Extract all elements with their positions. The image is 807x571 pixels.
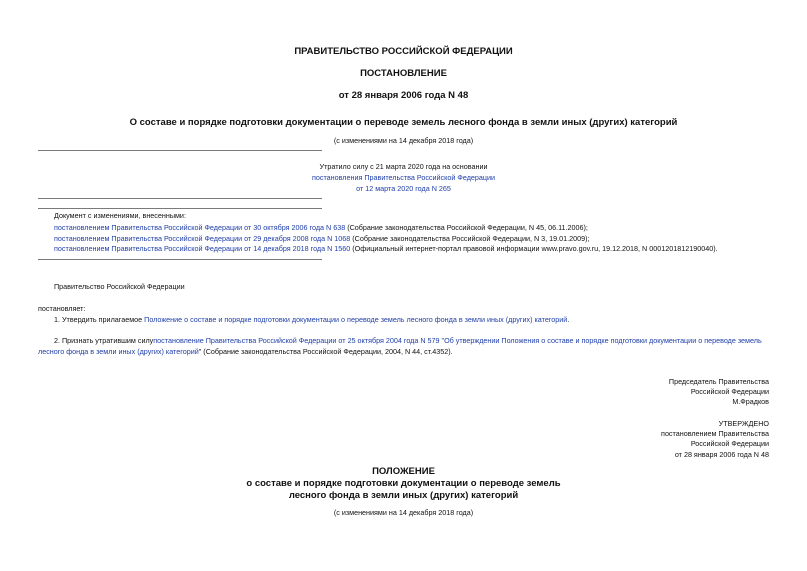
divider [38, 259, 322, 260]
regulation-changes-note: (с изменениями на 14 декабря 2018 года) [333, 508, 474, 517]
paragraph-2-end: " (Собрание законодательства Российской Федерации, 2004, N 44, ст.4352). [198, 347, 453, 356]
divider [38, 150, 322, 151]
amendment-source: (Официальный интернет-портал правовой информации www.pravo.gov.ru, 19.12.2018, N 0001201812190040). [350, 244, 718, 253]
regulation-link[interactable]: Положение о составе и порядке подготовки документации о переводе земель лесного фонда в земли иных (других) категорий [144, 315, 568, 324]
paragraph-1-text: 1. Утвердить прилагаемое [54, 315, 145, 324]
amendment-link[interactable]: постановлением Правительства Российской Федерации от 29 декабря 2008 года N 1068 [54, 234, 351, 243]
approved-label: УТВЕРЖДЕНО [718, 419, 769, 428]
approved-date: от 28 января 2006 года N 48 [674, 450, 769, 459]
approved-by-2: Российской Федерации [690, 439, 769, 448]
signature-position-2: Российской Федерации [690, 387, 769, 396]
document-title: О составе и порядке подготовки документации о переводе земель лесного фонда в земли иных (других) категорий [129, 117, 678, 128]
signature-name: М.Фрадков [732, 397, 769, 406]
government-name: ПРАВИТЕЛЬСТВО РОССИЙСКОЙ ФЕДЕРАЦИИ [294, 46, 513, 57]
paragraph-2-text: 2. Признать утратившим силу [54, 336, 154, 345]
regulation-title: ПОЛОЖЕНИЕ [372, 466, 435, 477]
amendment-item [54, 222, 588, 234]
regulation-subtitle: о составе и порядке подготовки документации о переводе земель [246, 478, 561, 489]
amendment-link[interactable]: постановлением Правительства Российской Федерации от 14 декабря 2018 года N 1560 [54, 244, 351, 253]
signature-position: Председатель Правительства [668, 377, 769, 386]
approved-by: постановлением Правительства [661, 429, 769, 438]
document-type: ПОСТАНОВЛЕНИЕ [360, 68, 447, 79]
amendment-link[interactable]: постановлением Правительства Российской Федерации от 30 октября 2006 года N 638 [54, 223, 346, 232]
amendment-source: (Собрание законодательства Российской Федерации, N 3, 19.01.2009); [350, 234, 590, 243]
decrees-word: постановляет: [38, 304, 86, 313]
paragraph-2-cont [38, 346, 453, 358]
lost-force-link-date[interactable]: от 12 марта 2020 года N 265 [356, 184, 451, 193]
government-subject: Правительство Российской Федерации [54, 282, 185, 291]
regulation-subtitle-2: лесного фонда в земли иных (других) категорий [288, 490, 519, 501]
changes-note: (с изменениями на 14 декабря 2018 года) [333, 136, 474, 145]
divider [38, 208, 322, 209]
repealed-decree-link-cont[interactable]: лесного фонда в земли иных (других) категорий [38, 347, 199, 356]
document-date: от 28 января 2006 года N 48 [338, 90, 469, 101]
paragraph-1-end: . [567, 315, 570, 324]
amendment-source: (Собрание законодательства Российской Федерации, N 45, 06.11.2006); [345, 223, 588, 232]
repealed-decree-link[interactable]: постановление Правительства Российской Федерации от 25 октября 2004 года N 579 "Об утверждении Положения о составе и порядке подготовки документации о переводе земель [153, 336, 762, 345]
amendment-item [54, 243, 718, 255]
paragraph-2 [54, 335, 762, 347]
lost-force-link[interactable]: постановления Правительства Российской Федерации [311, 173, 496, 182]
lost-force-note: Утратило силу с 21 марта 2020 года на основании [319, 162, 488, 171]
divider [38, 198, 322, 199]
paragraph-1 [54, 314, 569, 326]
amendments-intro: Документ с изменениями, внесенными: [54, 211, 186, 220]
